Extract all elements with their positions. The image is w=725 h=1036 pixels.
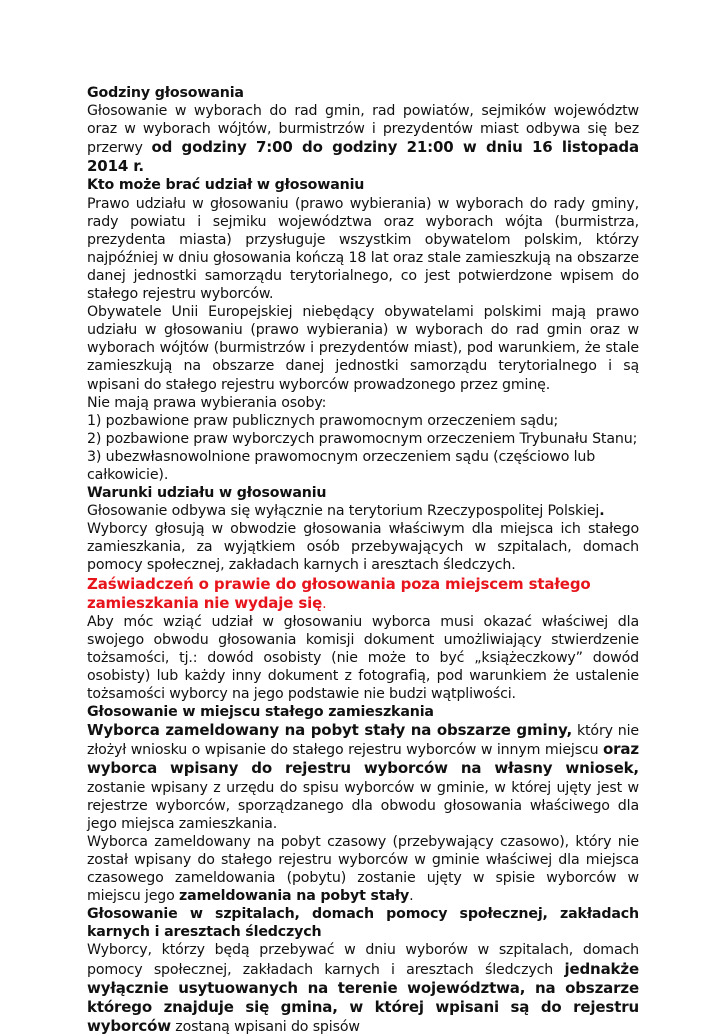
emphasis-text: zameldowania na pobyt stały <box>179 888 410 905</box>
paragraph-district: Wyborcy głosują w obwodzie głosowania właściwym dla miejsca ich stałego zamieszkania, za wyjątkiem osób przebywających w szpitalach, domach pomocy społecznej, zakładach karnych i aresztach śledczych. <box>87 521 639 574</box>
emphasis-text: oraz wyborca wpisany do rejestru wyborców na własny wniosek, <box>87 740 639 778</box>
paragraph-text: . <box>599 503 605 520</box>
paragraph-eligibility-citizens: Prawo udziału w głosowaniu (prawo wybierania) w wyborach do rady gminy, rady powiatu i sejmiku województwa oraz wyborach wójta (burmistrza, prezydenta miasta) przysługuje wszystkim obywatelom polskim, którzy najpóźniej w dniu głosowania kończą 18 lat oraz stale zamieszkują na obszarze danej jednostki samorządu terytorialnego, co jest potwierdzone wpisem do stałego rejestru wyborców. <box>87 195 639 303</box>
section-heading-institutions: Głosowanie w szpitalach, domach pomocy społecznej, zakładach karnych i aresztach śledczych <box>87 906 639 941</box>
emphasis-text: jednakże wyłącznie usytuowanych na terenie województwa, na obszarze którego znajduje się gmina, w której wpisani są do rejestru wyborców <box>87 959 639 1035</box>
paragraph-temporary-residence <box>87 833 639 905</box>
paragraph-eligibility-eu: Obywatele Unii Europejskiej niebędący obywatelami polskimi mają prawo udziału w głosowaniu (prawo wybierania) w wyborach do rad gmin oraz w wyborach wójtów (burmistrzów i prezydentów miast), pod warunkiem, że stale zamieszkują na obszarze danej jednostki samorządu terytorialnego i są wpisani do stałego rejestru wyborców prowadzonego przez gminę. <box>87 304 639 393</box>
paragraph-text: Głosowanie odbywa się wyłącznie na terytorium Rzeczypospolitej Polskiej <box>87 503 600 520</box>
paragraph-text: Wyborca zameldowany na pobyt czasowy (przebywający czasowo), który nie został wpisany do stałego rejestru wyborców w gminie właściwej dla miejsca czasowego zameldowania (pobytu) zostanie ujęty w spisie wyborców w miejscu jego <box>87 833 639 905</box>
paragraph-text: zostanie wpisany z urzędu do spisu wyborców w gminie, w której ujęty jest w rejestrze wyborców, sporządzanego dla obwodu głosowania właściwego dla jego miejsca zamieszkania. <box>87 779 639 832</box>
paragraph-permanent-residence <box>87 721 639 833</box>
list-item: 3) ubezwłasnowolnione prawomocnym orzeczeniem sądu (częściowo lub całkowicie). <box>87 448 596 483</box>
paragraph-hours <box>87 102 639 176</box>
section-heading-conditions: Warunki udziału w głosowaniu <box>87 485 327 502</box>
certificate-notice-text: Zaświadczeń o prawie do głosowania poza miejscem stałego zamieszkania nie wydaje się <box>87 574 591 612</box>
paragraph-ineligible-intro: Nie mają prawa wybierania osoby: <box>87 394 327 411</box>
paragraph-text: Głosowanie w wyborach do rad gmin, rad powiatów, sejmików województw oraz w wyborach wójtów, burmistrzów i prezydentów miast odbywa się bez przerwy <box>87 103 639 157</box>
paragraph-text: . <box>409 888 414 905</box>
paragraph-identity-document: Aby móc wziąć udział w głosowaniu wyborca musi okazać właściwej dla swojego obwodu głosowania komisji dokument umożliwiający stwierdzenie tożsamości, tj.: dowód osobisty (nie może to być „książeczkowy” dowód osobisty) lub każdy inny dokument z fotografią, pod warunkiem że ustalenie tożsamości wyborcy na jego podstawie nie budzi wątpliwości. <box>87 613 639 703</box>
section-heading-permanent-residence: Głosowanie w miejscu stałego zamieszkania <box>87 704 434 721</box>
section-heading-hours: Godziny głosowania <box>87 85 244 101</box>
emphasis-text: Wyborca zameldowany na pobyt stały na obszarze gminy, <box>87 721 573 740</box>
paragraph-text: który nie złożył wniosku o wpisanie do stałego rejestru wyborców w innym miejscu <box>87 723 639 759</box>
document-page <box>87 84 639 1036</box>
list-item: 1) pozbawione praw publicznych prawomocnym orzeczeniem sądu; <box>87 412 559 429</box>
paragraph-text: zostaną wpisani do spisów <box>170 1018 360 1035</box>
paragraph-institutions <box>87 941 639 1035</box>
paragraph-text: Wyborcy, którzy będą przebywać w dniu wyborów w szpitalach, domach pomocy społecznej, zakładach karnych i aresztach śledczych <box>87 942 639 978</box>
voting-hours-emphasis: od godziny 7:00 do godziny 21:00 w dniu 16 listopada 2014 r. <box>87 138 639 176</box>
notice-certificates <box>87 575 639 613</box>
section-heading-eligibility: Kto może brać udział w głosowaniu <box>87 177 365 194</box>
list-item: 2) pozbawione praw wyborczych prawomocnym orzeczeniem Trybunału Stanu; <box>87 430 638 447</box>
paragraph-territory <box>87 502 639 520</box>
certificate-notice-text: . <box>322 595 327 612</box>
